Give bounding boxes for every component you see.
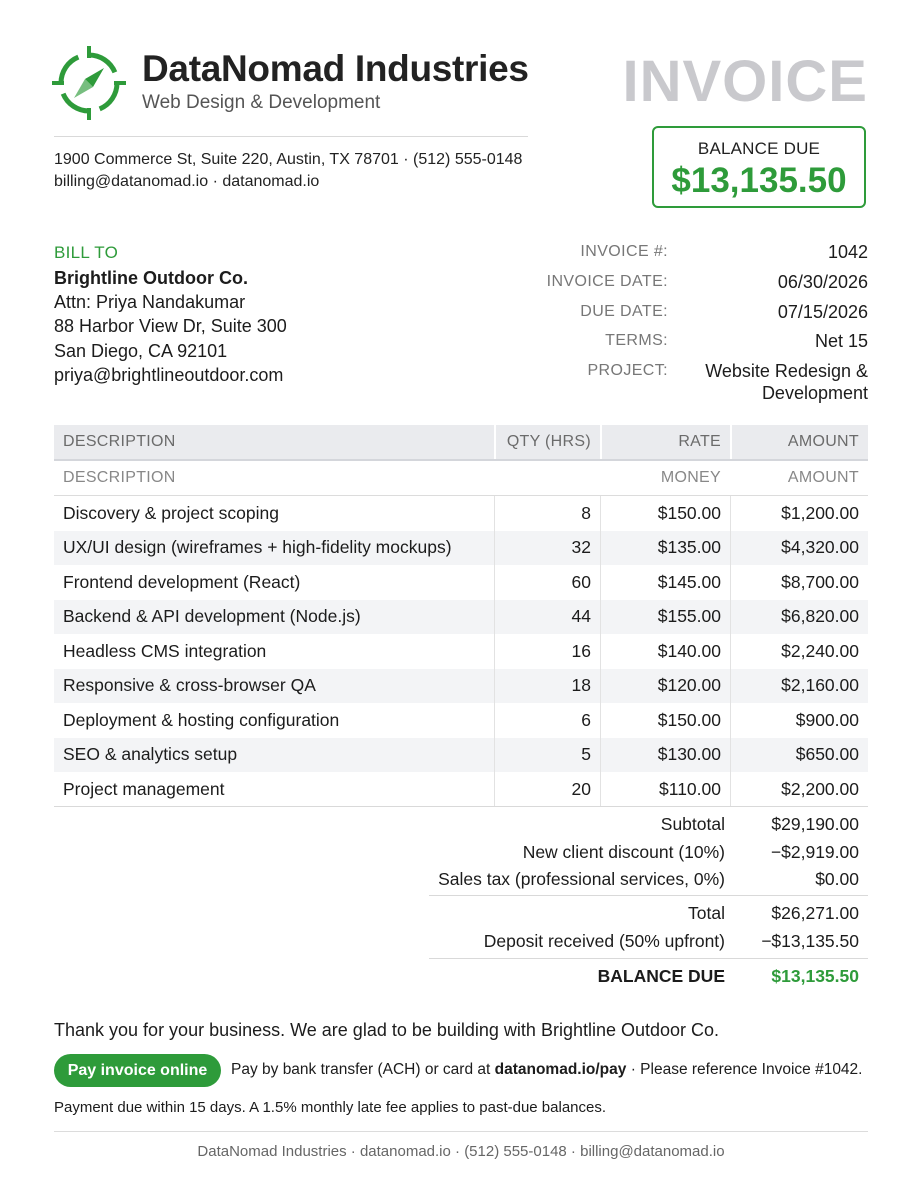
- deposit-label: Deposit received (50% upfront): [483, 931, 725, 951]
- project-value: [705, 360, 868, 404]
- divider: [429, 958, 868, 959]
- invoice-number-value: 1042: [827, 242, 868, 262]
- header-rate: RATE: [600, 425, 730, 459]
- company-name: DataNomad Industries: [142, 48, 529, 89]
- item-amount: $900.00: [730, 703, 868, 738]
- item-qty: 5: [494, 738, 600, 773]
- invoice-date-value: 06/30/2026: [777, 272, 868, 292]
- compass-icon: [52, 46, 126, 120]
- terms-value: Net 15: [814, 331, 868, 351]
- due-date-label: DUE DATE:: [580, 303, 668, 320]
- item-qty: 32: [494, 531, 600, 566]
- item-amount: $2,240.00: [730, 634, 868, 669]
- terms-label: TERMS:: [605, 332, 668, 349]
- item-description: Frontend development (React): [63, 571, 301, 592]
- discount-value: −$2,919.00: [770, 842, 859, 862]
- tax-value: $0.00: [815, 869, 859, 889]
- client-attn: Attn: Priya Nandakumar: [54, 292, 246, 312]
- item-qty: 6: [494, 703, 600, 738]
- payment-link[interactable]: datanomad.io/pay: [494, 1061, 627, 1078]
- item-rate: $135.00: [600, 531, 730, 566]
- item-description: Headless CMS integration: [63, 640, 267, 661]
- header-description: DESCRIPTION: [63, 433, 176, 450]
- thank-you-note: Thank you for your business. We are glad to be building with Brightline Outdoor Co.: [54, 1020, 720, 1040]
- invoice-title: INVOICE: [622, 49, 868, 114]
- item-qty: 16: [494, 634, 600, 669]
- item-qty: 18: [494, 669, 600, 704]
- subtotal-label: Subtotal: [660, 814, 725, 834]
- item-rate: $155.00: [600, 600, 730, 635]
- project-label: PROJECT:: [587, 362, 668, 379]
- item-amount: $4,320.00: [730, 531, 868, 566]
- company-tagline: Web Design & Development: [142, 92, 381, 113]
- item-rate: $150.00: [600, 703, 730, 738]
- table-header-row: [54, 425, 868, 461]
- item-amount: $1,200.00: [730, 496, 868, 531]
- balance-due-label: BALANCE DUE: [597, 966, 725, 986]
- item-rate: $110.00: [600, 772, 730, 807]
- table-row: [54, 738, 868, 773]
- bill-to-label: BILL TO: [54, 243, 119, 262]
- header-amount: AMOUNT: [730, 425, 868, 459]
- item-rate: $150.00: [600, 496, 730, 531]
- invoice-number-label: INVOICE #:: [580, 243, 668, 260]
- table-row: [54, 772, 868, 807]
- balance-due-box: [652, 126, 866, 208]
- company-address: 1900 Commerce St, Suite 220, Austin, TX 78701 · (512) 555-0148: [54, 151, 523, 168]
- line-items-table: [54, 425, 868, 807]
- divider: [54, 806, 868, 807]
- item-amount: $650.00: [730, 738, 868, 773]
- item-rate: $145.00: [600, 565, 730, 600]
- item-description: Discovery & project scoping: [63, 502, 279, 523]
- tax-label: Sales tax (professional services, 0%): [438, 869, 725, 889]
- table-row: [54, 669, 868, 704]
- table-row: [54, 565, 868, 600]
- project-value-line2: Development: [761, 383, 868, 403]
- invoice-date-label: INVOICE DATE:: [546, 273, 668, 290]
- pay-online-button[interactable]: Pay invoice online: [54, 1054, 221, 1087]
- table-row: [54, 496, 868, 531]
- table-subheader-row: [54, 461, 868, 496]
- discount-label: New client discount (10%): [522, 842, 725, 862]
- subheader-description: DESCRIPTION: [63, 469, 176, 486]
- item-amount: $2,200.00: [730, 772, 868, 807]
- item-rate: $120.00: [600, 669, 730, 704]
- item-description: Backend & API development (Node.js): [63, 606, 361, 627]
- total-label: Total: [688, 903, 725, 923]
- subtotal-value: $29,190.00: [771, 814, 859, 834]
- client-street: 88 Harbor View Dr, Suite 300: [54, 316, 287, 336]
- deposit-value: −$13,135.50: [761, 931, 859, 951]
- total-value: $26,271.00: [771, 903, 859, 923]
- item-description: Project management: [63, 778, 225, 799]
- item-qty: 20: [494, 772, 600, 807]
- table-row: [54, 531, 868, 566]
- divider: [54, 136, 528, 137]
- project-value-line1: Website Redesign &: [705, 361, 868, 381]
- client-city: San Diego, CA 92101: [54, 341, 228, 361]
- late-fee-note: Payment due within 15 days. A 1.5% monthly late fee applies to past-due balances.: [54, 1099, 607, 1116]
- client-name: Brightline Outdoor Co.: [54, 268, 248, 288]
- balance-due-box-label: BALANCE DUE: [697, 139, 821, 158]
- item-amount: $6,820.00: [730, 600, 868, 635]
- client-email: priya@brightlineoutdoor.com: [54, 365, 284, 385]
- table-row: [54, 634, 868, 669]
- payment-instructions-prefix: Pay by bank transfer (ACH) or card at: [231, 1061, 491, 1078]
- table-row: [54, 703, 868, 738]
- item-qty: 8: [494, 496, 600, 531]
- item-amount: $8,700.00: [730, 565, 868, 600]
- item-description: UX/UI design (wireframes + high-fidelity mockups): [63, 537, 452, 558]
- item-qty: 60: [494, 565, 600, 600]
- payment-instructions-suffix: · Please reference Invoice #1042.: [630, 1061, 863, 1078]
- header-qty: QTY (HRS): [494, 425, 600, 459]
- subheader-qty: [494, 461, 600, 495]
- item-description: Responsive & cross-browser QA: [63, 675, 316, 696]
- divider: [54, 1131, 868, 1132]
- subheader-money: MONEY: [660, 469, 721, 486]
- balance-due-box-value: $13,135.50: [671, 161, 847, 200]
- item-rate: $140.00: [600, 634, 730, 669]
- item-description: Deployment & hosting configuration: [63, 709, 340, 730]
- item-qty: 44: [494, 600, 600, 635]
- table-row: [54, 600, 868, 635]
- item-amount: $2,160.00: [730, 669, 868, 704]
- company-contact: billing@datanomad.io · datanomad.io: [54, 173, 320, 190]
- due-date-value: 07/15/2026: [777, 302, 868, 322]
- subheader-amount: AMOUNT: [787, 469, 859, 486]
- footer-contact-line: DataNomad Industries · datanomad.io · (512) 555-0148 · billing@datanomad.io: [197, 1143, 725, 1160]
- item-rate: $130.00: [600, 738, 730, 773]
- payment-instructions: [231, 1061, 862, 1079]
- balance-due-value: $13,135.50: [771, 966, 859, 986]
- item-description: SEO & analytics setup: [63, 744, 238, 765]
- divider: [429, 895, 868, 896]
